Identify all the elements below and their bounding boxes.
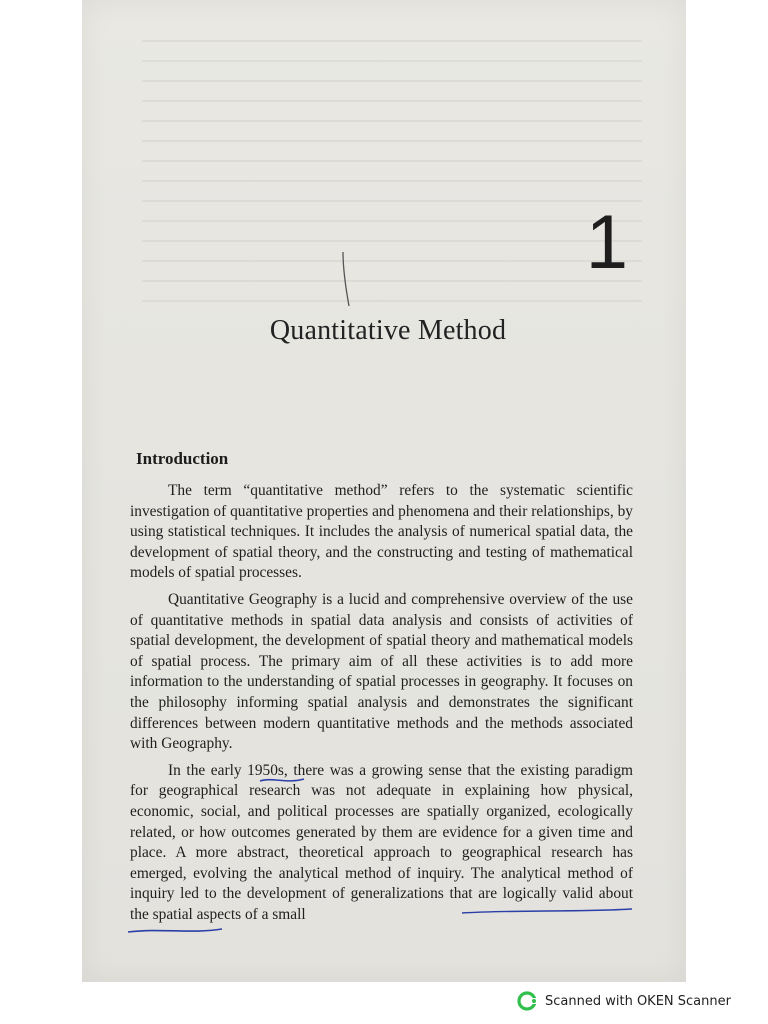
paragraph-2: Quantitative Geography is a lucid and comprehensive overview of the use of quantitative methods in spatial data analysis and consists of activities of spatial development, the development of spatial theory and mathematical models of spatial process. The primary aim of all these activities is to add more information to the understanding of spatial processes in geography. It focuses on the philosophy informing spatial analysis and demonstrates the significant differences between modern quantitative methods and the methods associated with Geography. (130, 590, 633, 753)
book-page (82, 0, 686, 982)
chapter-title: Quantitative Method (269, 315, 507, 346)
paragraph-3: In the early 1950s, there was a growing sense that the existing paradigm for geographical research was not adequate in explaining how physical, economic, social, and political processes are spatially organized, ecologically related, or how outcomes generated by them are evidence for a given time and place. A more abstract, theoretical approach to geographical research has emerged, evolving the analytical method of inquiry. The analytical method of inquiry led to the development of generalizations that are logically valid about the spatial aspects of a small (130, 761, 633, 923)
scanner-label: Scanned with OKEN Scanner (545, 993, 731, 1009)
oken-scanner-logo-icon (517, 991, 537, 1011)
underline-development (462, 909, 632, 913)
section-heading: Introduction (136, 449, 229, 468)
paragraph-1: The term “quantitative method” refers to the systematic scientific investigation of quantitative properties and phenomena and their relationships, by using statistical techniques. It includes the analysis of numerical spatial data, the development of spatial theory, and the constructing and testing of mathematical models of spatial processes. (130, 482, 633, 582)
underline-generalizations (128, 929, 222, 932)
scanner-watermark (517, 990, 731, 1012)
underline-1950s (260, 779, 304, 781)
chapter-number: 1 (585, 200, 628, 285)
pen-annotations (82, 0, 686, 982)
